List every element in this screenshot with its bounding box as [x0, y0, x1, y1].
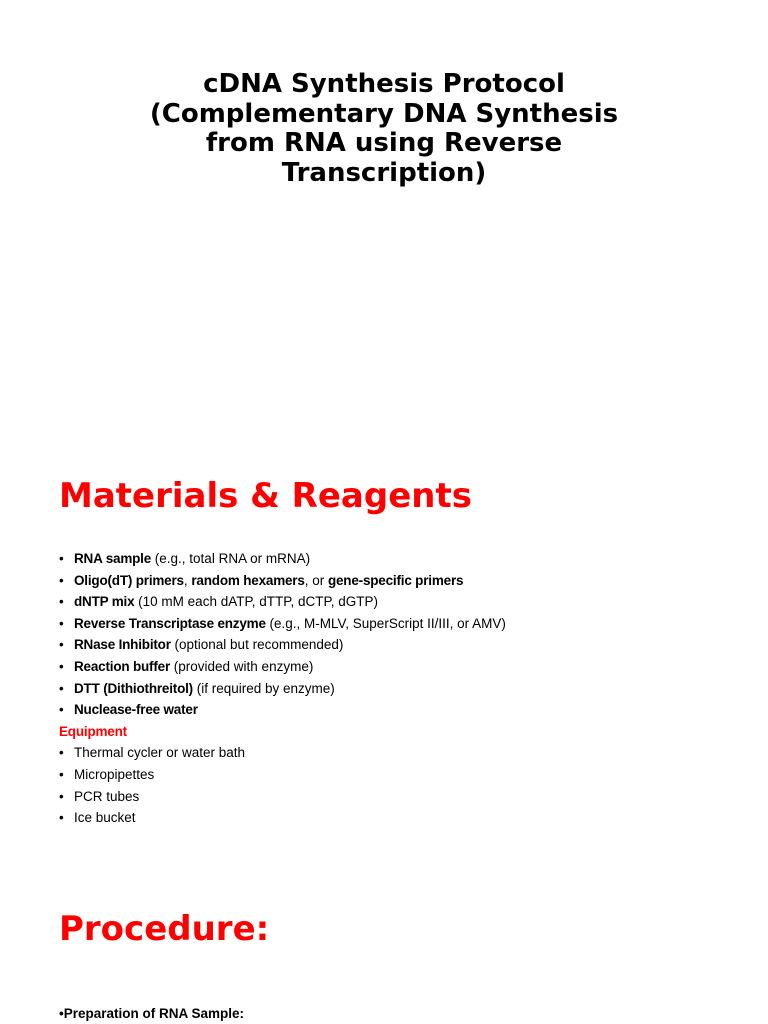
item-detail: (e.g., total RNA or mRNA)	[151, 551, 311, 566]
item-separator: , or	[304, 572, 328, 588]
bullet-icon: •	[59, 680, 64, 696]
procedure-step: •Preparation of RNA Sample:	[59, 1006, 245, 1021]
bullet-icon: •	[59, 658, 64, 674]
bullet-icon: •	[59, 551, 64, 566]
item-text: Ice bucket	[74, 810, 136, 826]
title-line: (Complementary DNA Synthesis	[149, 98, 619, 129]
title-line: Transcription)	[281, 157, 487, 188]
title-line: from RNA using Reverse	[205, 128, 563, 158]
item-name: Nuclease-free water	[74, 702, 198, 718]
list-item	[59, 742, 739, 764]
item-name: RNA sample	[74, 551, 152, 566]
item-name: Oligo(dT) primers	[74, 572, 184, 588]
bullet-icon: •	[59, 745, 64, 761]
list-item	[59, 570, 739, 592]
bullet-icon: •	[59, 766, 64, 782]
bullet-icon: •	[59, 702, 64, 718]
procedure-heading: Procedure:	[59, 909, 270, 949]
item-name: random hexamers	[191, 572, 305, 588]
list-item	[59, 656, 739, 678]
item-name: gene-specific primers	[327, 572, 464, 588]
bullet-icon: •	[59, 788, 64, 804]
bullet-icon: •	[59, 594, 64, 610]
item-name: Reverse Transcriptase enzyme	[74, 615, 266, 631]
equipment-heading: Equipment	[59, 723, 127, 739]
item-name: RNase Inhibitor	[74, 637, 171, 653]
bullet-icon: •	[59, 572, 64, 588]
item-detail: (if required by enzyme)	[192, 680, 335, 696]
list-item	[59, 548, 739, 570]
item-separator: ,	[183, 572, 192, 588]
item-text: Thermal cycler or water bath	[74, 745, 246, 761]
materials-section	[59, 548, 739, 829]
item-detail: (e.g., M-MLV, SuperScript II/III, or AMV)	[265, 615, 506, 631]
item-detail: (provided with enzyme)	[170, 658, 314, 674]
item-detail: (optional but recommended)	[170, 637, 344, 653]
list-item	[59, 634, 739, 656]
equipment-list	[59, 742, 739, 828]
list-item	[59, 764, 739, 786]
bullet-icon: •	[59, 615, 64, 631]
list-item	[59, 678, 739, 700]
page-title	[100, 70, 668, 188]
bullet-icon: •	[59, 637, 64, 653]
item-text: PCR tubes	[74, 788, 140, 804]
materials-heading: Materials & Reagents	[59, 476, 472, 516]
item-text: Micropipettes	[74, 766, 155, 782]
item-detail: (10 mM each dATP, dTTP, dCTP, dGTP)	[134, 594, 379, 610]
list-item	[59, 786, 739, 808]
materials-list	[59, 548, 739, 721]
list-item	[59, 699, 739, 721]
title-line: cDNA Synthesis Protocol	[203, 69, 565, 99]
item-name: dNTP mix	[74, 594, 135, 610]
list-item	[59, 591, 739, 613]
list-item	[59, 807, 739, 829]
item-name: Reaction buffer	[74, 658, 171, 674]
list-item	[59, 613, 739, 635]
item-name: DTT (Dithiothreitol)	[74, 680, 193, 696]
bullet-icon: •	[59, 810, 64, 826]
